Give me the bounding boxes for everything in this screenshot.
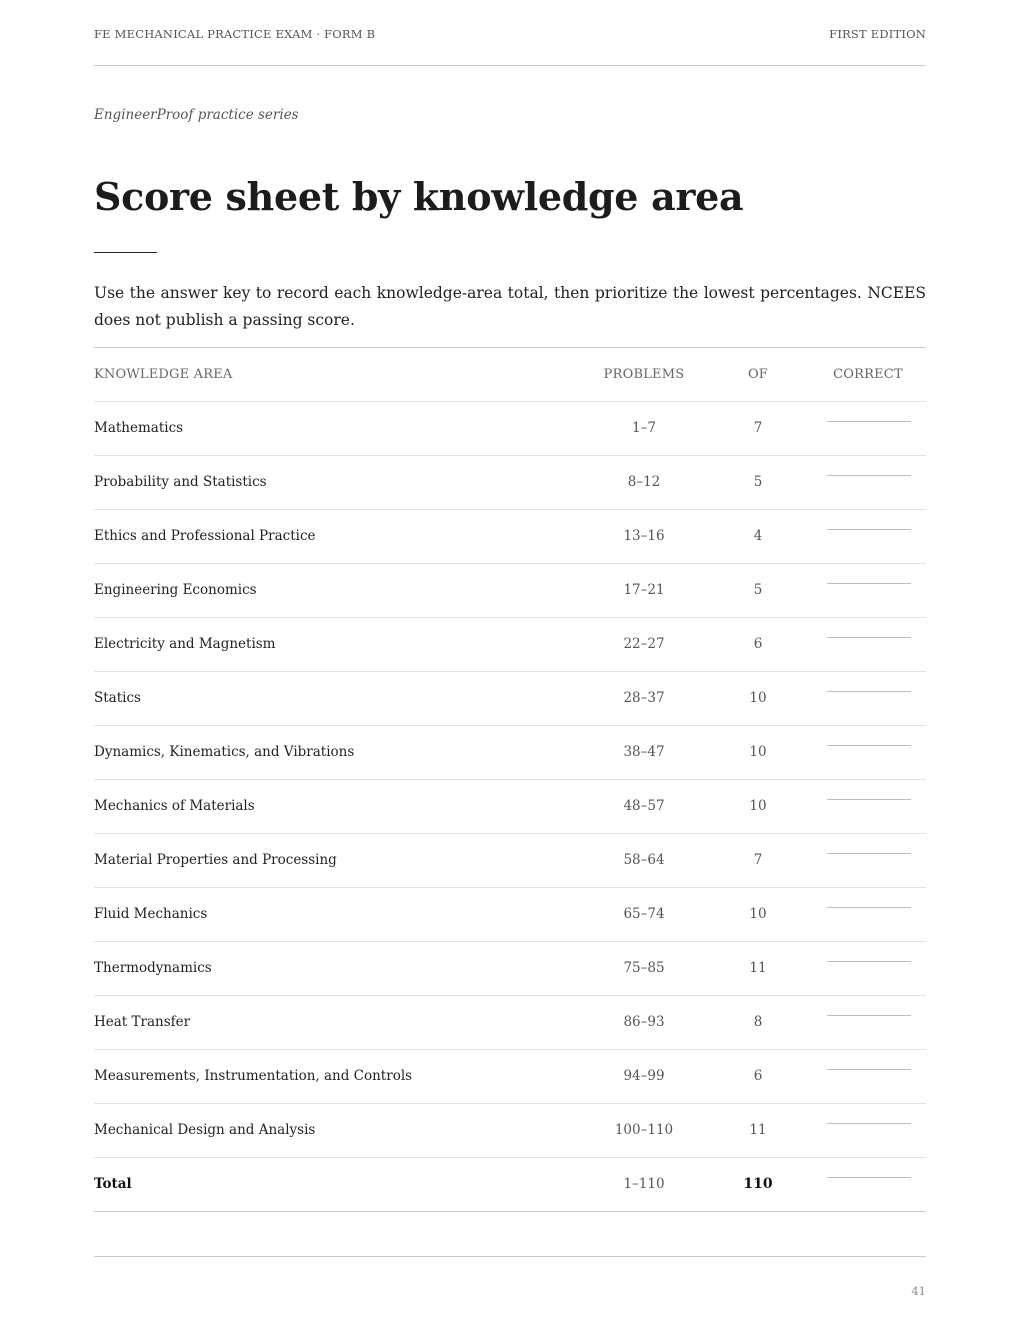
total-row [94, 1158, 926, 1212]
problem-range: 38–47 [623, 744, 665, 760]
column-header-problems: PROBLEMS [603, 367, 685, 382]
correct-blank[interactable] [827, 475, 911, 476]
problem-range: 86–93 [623, 1014, 665, 1030]
problem-range: 94–99 [623, 1068, 665, 1084]
problem-range: 48–57 [623, 798, 665, 814]
problem-count: 10 [749, 690, 767, 706]
problem-range: 13–16 [623, 528, 665, 544]
score-table [94, 347, 926, 1212]
knowledge-area-name: Dynamics, Kinematics, and Vibrations [94, 744, 355, 760]
table-row [94, 456, 926, 510]
series-label: EngineerProof practice series [94, 107, 299, 123]
correct-blank-total[interactable] [827, 1177, 911, 1178]
problem-count: 4 [753, 528, 763, 544]
page-title: Score sheet by knowledge area [94, 174, 744, 219]
problem-count: 10 [749, 744, 767, 760]
intro-paragraph: Use the answer key to record each knowledge-area total, then prioritize the lowest percentages. NCEES does not publish a passing score. [94, 284, 926, 329]
total-problems: 1–110 [623, 1176, 665, 1192]
knowledge-area-name: Thermodynamics [94, 960, 212, 976]
footer-divider [94, 1256, 926, 1257]
knowledge-area-name: Mathematics [94, 420, 184, 436]
correct-blank[interactable] [827, 1069, 911, 1070]
table-row [94, 942, 926, 996]
problem-range: 100–110 [614, 1122, 674, 1138]
problem-count: 10 [749, 798, 767, 814]
knowledge-area-name: Mechanical Design and Analysis [94, 1122, 316, 1138]
knowledge-area-name: Engineering Economics [94, 582, 257, 598]
page-number: 41 [911, 1284, 926, 1298]
correct-blank[interactable] [827, 961, 911, 962]
knowledge-area-name: Heat Transfer [94, 1014, 191, 1030]
problem-range: 8–12 [627, 474, 661, 490]
correct-blank[interactable] [827, 421, 911, 422]
column-header-of: OF [747, 367, 769, 382]
edition-label: FIRST EDITION [829, 27, 926, 41]
problem-count: 6 [753, 1068, 763, 1084]
table-row [94, 1050, 926, 1104]
table-row [94, 510, 926, 564]
total-label: Total [94, 1176, 132, 1192]
knowledge-area-name: Statics [94, 690, 141, 706]
problem-range: 22–27 [623, 636, 665, 652]
header-divider [94, 65, 926, 66]
correct-blank[interactable] [827, 529, 911, 530]
correct-blank[interactable] [827, 1123, 911, 1124]
table-row [94, 834, 926, 888]
correct-blank[interactable] [827, 583, 911, 584]
problem-count: 11 [749, 1122, 767, 1138]
correct-blank[interactable] [827, 1015, 911, 1016]
table-row [94, 780, 926, 834]
problem-range: 65–74 [623, 906, 665, 922]
correct-blank[interactable] [827, 907, 911, 908]
problem-range: 58–64 [623, 852, 665, 868]
knowledge-area-name: Material Properties and Processing [94, 852, 337, 868]
knowledge-area-name: Ethics and Professional Practice [94, 528, 316, 544]
table-row [94, 888, 926, 942]
knowledge-area-name: Electricity and Magnetism [94, 636, 276, 652]
problem-range: 17–21 [623, 582, 665, 598]
problem-count: 7 [753, 852, 763, 868]
table-row [94, 618, 926, 672]
column-header-correct: CORRECT [833, 367, 903, 382]
correct-blank[interactable] [827, 691, 911, 692]
correct-blank[interactable] [827, 799, 911, 800]
problem-range: 28–37 [623, 690, 665, 706]
table-row [94, 726, 926, 780]
column-header-knowledge-area: KNOWLEDGE AREA [94, 367, 233, 382]
table-row [94, 996, 926, 1050]
problem-count: 5 [753, 582, 763, 598]
running-title: FE MECHANICAL PRACTICE EXAM · FORM B [94, 27, 376, 41]
correct-blank[interactable] [827, 745, 911, 746]
table-row [94, 402, 926, 456]
table-header-row [94, 348, 926, 402]
problem-range: 1–7 [632, 420, 656, 436]
knowledge-area-name: Measurements, Instrumentation, and Controls [94, 1068, 413, 1084]
table-row [94, 672, 926, 726]
correct-blank[interactable] [827, 637, 911, 638]
table-row [94, 564, 926, 618]
problem-range: 75–85 [623, 960, 665, 976]
problem-count: 6 [753, 636, 763, 652]
correct-blank[interactable] [827, 853, 911, 854]
problem-count: 8 [753, 1014, 763, 1030]
knowledge-area-name: Fluid Mechanics [94, 906, 208, 922]
total-of: 110 [743, 1176, 773, 1192]
problem-count: 10 [749, 906, 767, 922]
problem-count: 7 [753, 420, 763, 436]
knowledge-area-name: Mechanics of Materials [94, 798, 255, 814]
title-underline [94, 252, 157, 253]
table-row [94, 1104, 926, 1158]
table-body [94, 402, 926, 1158]
problem-count: 11 [749, 960, 767, 976]
problem-count: 5 [753, 474, 763, 490]
knowledge-area-name: Probability and Statistics [94, 474, 267, 490]
